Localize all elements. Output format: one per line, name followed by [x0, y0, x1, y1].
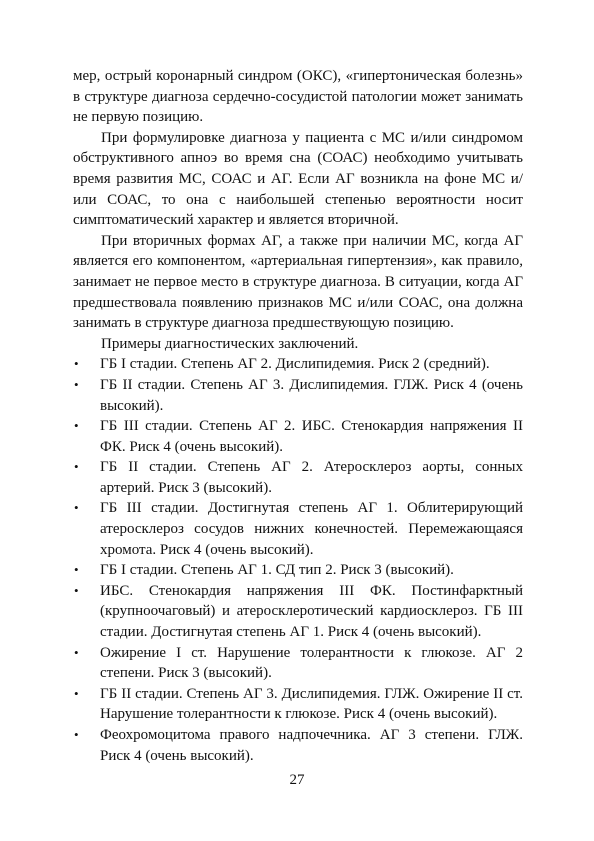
- list-item: [73, 643, 523, 684]
- paragraph-continuation: мер, острый коронарный синдром (ОКС), «гипертоническая болезнь» в структуре диагноза сердечно-сосудистой патологии может занимать не первую позицию.: [73, 68, 523, 126]
- bullet-icon: •: [74, 582, 79, 598]
- list-item: [73, 725, 523, 766]
- bullet-icon: •: [74, 376, 79, 392]
- bullet-icon: •: [74, 727, 79, 742]
- paragraph-secondary-forms: При вторичных формах АГ, а также при наличии МС, когда АГ является его компонентом, «артериальная гипертензия», как правило, занимает не первое место в структуре диагноза. В ситуации, когда АГ предшествовала появлению признаков МС и/или СОАС, она должна занимать в структуре диагноза предшествующую позицию.: [73, 232, 523, 332]
- body-text: [73, 66, 523, 766]
- list-item-text: ГБ II стадии. Степень АГ 3. Дислипидемия. ГЛЖ. Ожирение II ст. Нарушение толерантности к глюкозе. Риск 4 (очень высокий).: [100, 685, 523, 723]
- bullet-icon: •: [74, 459, 79, 475]
- examples-intro: Примеры диагностических заключений.: [101, 335, 359, 352]
- list-item: [73, 354, 523, 375]
- bullet-icon: •: [74, 500, 79, 516]
- bullet-icon: •: [74, 418, 79, 434]
- list-item: [73, 457, 523, 498]
- list-item-text: ИБС. Стенокардия напряжения III ФК. Постинфарктный (крупноочаговый) и атеросклеротический кардиосклероз. ГБ III стадии. Достигнутая степень АГ 1. Риск 4 (очень высокий).: [100, 582, 523, 641]
- list-item-text: Ожирение I ст. Нарушение толерантности к глюкозе. АГ 2 степени. Риск 3 (высокий).: [100, 644, 523, 682]
- list-item: [73, 581, 523, 643]
- list-item: [73, 375, 523, 416]
- list-item: [73, 498, 523, 560]
- page-number: 27: [289, 772, 305, 788]
- bullet-icon: •: [74, 356, 79, 372]
- bullet-icon: •: [74, 685, 79, 701]
- list-item-text: ГБ III стадии. Достигнутая степень АГ 1. Облитерирующий атеросклероз сосудов нижних конечностей. Перемежающаяся хромота. Риск 4 (очень высокий).: [100, 500, 523, 558]
- list-item-text: ГБ II стадии. Степень АГ 3. Дислипидемия. ГЛЖ. Риск 4 (очень высокий).: [100, 376, 523, 414]
- list-item-text: ГБ III стадии. Степень АГ 2. ИБС. Стенокардия напряжения II ФК. Риск 4 (очень высокий).: [100, 418, 523, 455]
- list-item-text: Феохромоцитома правого надпочечника. АГ 3 степени. ГЛЖ. Риск 4 (очень высокий).: [100, 727, 523, 764]
- examples-list: [73, 354, 523, 766]
- list-item-text: ГБ I стадии. Степень АГ 1. СД тип 2. Риск 3 (высокий).: [100, 562, 454, 579]
- list-item-text: ГБ I стадии. Степень АГ 2. Дислипидемия. Риск 2 (средний).: [100, 356, 490, 373]
- list-item-text: ГБ II стадии. Степень АГ 2. Атеросклероз аорты, сонных артерий. Риск 3 (высокий).: [100, 459, 523, 496]
- paragraph-diagnosis-formulation: При формулировке диагноза у пациента с МС и/или синдромом обструктивного апноэ во время сна (СОАС) необходимо учитывать время развития МС, СОАС и АГ. Если АГ возникла на фоне МС и/или СОАС, то она с наибольшей степенью вероятности носит симптоматический характер и является вторичной.: [73, 129, 523, 229]
- list-item: [73, 684, 523, 725]
- bullet-icon: •: [74, 562, 79, 578]
- list-item: [73, 560, 523, 581]
- list-item: [73, 416, 523, 457]
- bullet-icon: •: [74, 644, 79, 660]
